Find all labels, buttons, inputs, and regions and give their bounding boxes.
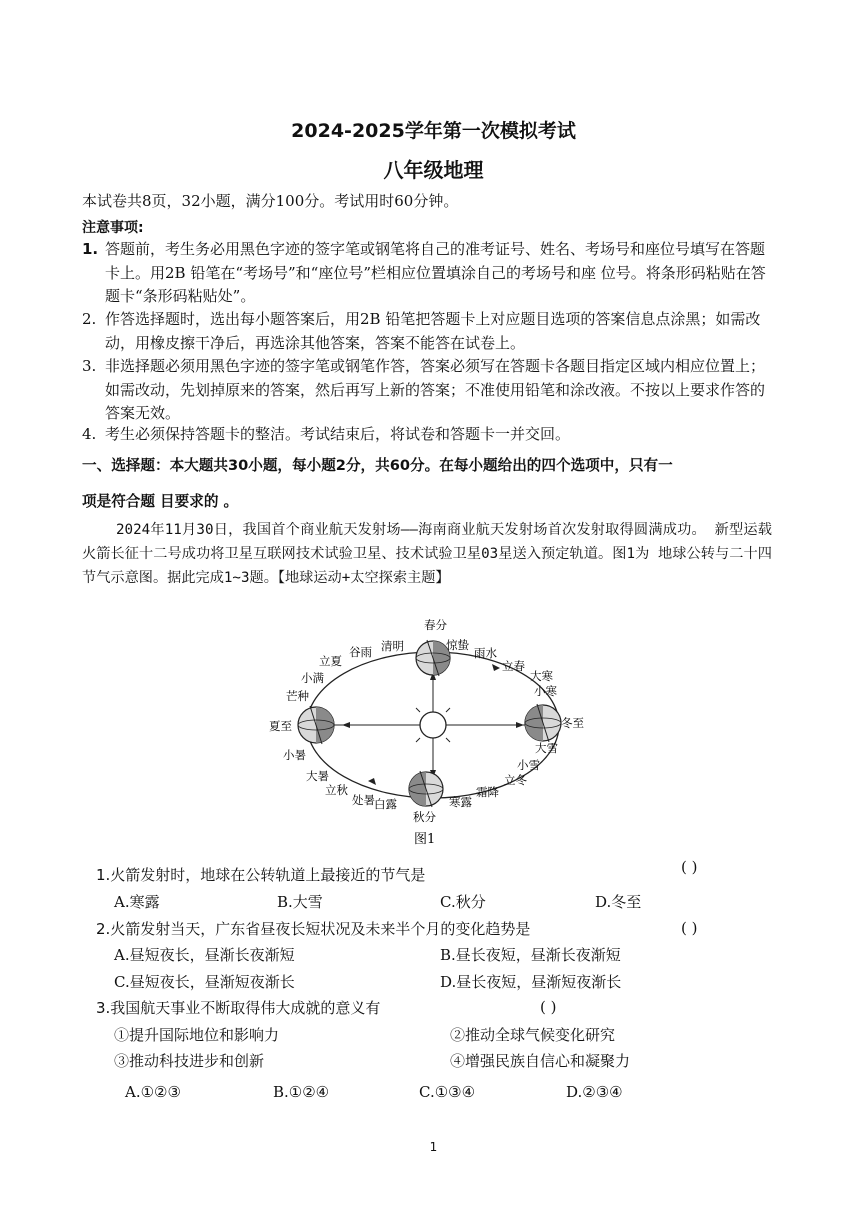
axis-arrow-icon bbox=[516, 722, 524, 728]
term-label: 春分 bbox=[424, 618, 447, 632]
answer-paren: ( ) bbox=[681, 858, 698, 876]
term-label: 立夏 bbox=[319, 654, 342, 668]
answer-paren: ( ) bbox=[540, 998, 557, 1016]
section-heading-line1: 一、选择题：本大题共30小题，每小题2分，共60分。在每小题给出的四个选项中，只有一 bbox=[82, 457, 673, 474]
notes-heading: 注意事项: bbox=[82, 220, 144, 236]
figure-caption: 图1 bbox=[414, 832, 436, 847]
term-label: 惊蛰 bbox=[446, 638, 469, 652]
note-text: 非选择题必须用黑色字迹的签字笔或钢笔作答，答案必须写在答题卡各题目指定区域内相应位置上；如需改动，先划掉原来的答案，然后再写上新的答案；不准使用铅笔和涂改液。不按以上要求作答的答案无效。 bbox=[105, 357, 766, 422]
question-3-stem: 3.我国航天事业不断取得伟大成就的意义有 bbox=[96, 999, 381, 1017]
note-text: 作答选择题时，选出每小题答案后，用2B 铅笔把答题卡上对应题目选项的答案信息点涂黑；如需改动，用橡皮擦干净后，再选涂其他答案，答案不能答在试卷上。 bbox=[105, 310, 761, 352]
note-item-1 bbox=[82, 238, 772, 309]
term-label: 秋分 bbox=[413, 810, 436, 824]
term-label: 处暑 bbox=[352, 793, 375, 807]
exam-title: 2024-2025学年第一次模拟考试 bbox=[291, 120, 576, 142]
exam-subtitle: 八年级地理 bbox=[383, 158, 484, 182]
question-1-stem: 1.火箭发射时，地球在公转轨道上最接近的节气是 bbox=[96, 866, 426, 884]
option-c: C.昼短夜长，昼渐短夜渐长 bbox=[114, 973, 295, 991]
term-label: 白露 bbox=[374, 797, 397, 811]
exam-intro: 本试卷共8页，32小题，满分100分。考试用时60分钟。 bbox=[82, 192, 459, 210]
option-c: C.①③④ bbox=[419, 1083, 476, 1101]
page-number: 1 bbox=[429, 1140, 438, 1154]
option-b: B.昼长夜短，昼渐长夜渐短 bbox=[440, 946, 621, 964]
note-number: 1. bbox=[82, 240, 99, 258]
statement-1: ①提升国际地位和影响力 bbox=[114, 1026, 280, 1044]
option-a: A.昼短夜长，昼渐长夜渐短 bbox=[114, 946, 295, 964]
note-number: 2. bbox=[82, 310, 97, 328]
earth-orbit-solar-terms-figure bbox=[264, 614, 604, 849]
option-c: C.秋分 bbox=[440, 893, 486, 911]
note-text: 考生必须保持答题卡的整洁。考试结束后，将试卷和答题卡一并交回。 bbox=[105, 425, 571, 443]
earth-globe-icon bbox=[409, 771, 443, 807]
note-item-3 bbox=[82, 355, 772, 426]
option-a: A.①②③ bbox=[125, 1083, 181, 1101]
option-d: D.②③④ bbox=[566, 1083, 623, 1101]
option-b: B.大雪 bbox=[277, 893, 323, 911]
note-item-2 bbox=[82, 308, 772, 355]
term-label: 大雪 bbox=[535, 741, 558, 755]
reading-passage: 2024年11月30日，我国首个商业航天发射场——海南商业航天发射场首次发射取得圆满成功。 新型运载火箭长征十二号成功将卫星互联网技术试验卫星、技术试验卫星03星送入预定轨道。图1为 地球公转与二十四节气示意图。据此完成1~3题。【地球运动+太空探索主题】 bbox=[82, 522, 772, 586]
term-label: 立冬 bbox=[504, 773, 527, 787]
option-d: D.冬至 bbox=[595, 893, 642, 911]
statement-3: ③推动科技进步和创新 bbox=[114, 1052, 265, 1070]
orbit-arrow-icon bbox=[492, 664, 500, 671]
term-label: 冬至 bbox=[561, 716, 584, 730]
term-label: 小暑 bbox=[283, 748, 306, 762]
term-label: 清明 bbox=[381, 639, 404, 653]
term-label: 大寒 bbox=[530, 669, 553, 683]
term-label: 雨水 bbox=[474, 646, 497, 660]
earth-globe-icon bbox=[525, 704, 561, 742]
axis-arrow-icon bbox=[342, 722, 350, 728]
earth-globe-icon bbox=[298, 706, 334, 744]
note-number: 3. bbox=[82, 357, 97, 375]
answer-paren: ( ) bbox=[681, 919, 698, 937]
question-2-stem: 2.火箭发射当天，广东省昼夜长短状况及未来半个月的变化趋势是 bbox=[96, 920, 531, 938]
note-number: 4. bbox=[82, 425, 97, 443]
term-label: 寒露 bbox=[449, 795, 472, 809]
section-heading-line2: 项是符合题 目要求的 。 bbox=[82, 493, 239, 510]
term-label: 霜降 bbox=[476, 785, 499, 799]
term-label: 立秋 bbox=[325, 783, 348, 797]
earth-globe-icon bbox=[416, 640, 450, 676]
term-label: 小满 bbox=[301, 671, 324, 685]
term-label: 立春 bbox=[502, 659, 525, 673]
note-text: 答题前，考生务必用黑色字迹的签字笔或钢笔将自己的准考证号、姓名、考场号和座位号填写在答题卡上。用2B 铅笔在“考场号”和“座位号”栏相应位置填涂自己的考场号和座 位号。将条形码粘贴在答题卡“条形码粘贴处”。 bbox=[105, 240, 766, 305]
term-label: 大暑 bbox=[306, 769, 329, 783]
statement-2: ②推动全球气候变化研究 bbox=[450, 1026, 616, 1044]
statement-4: ④增强民族自信心和凝聚力 bbox=[450, 1052, 631, 1070]
term-label: 芒种 bbox=[286, 689, 309, 703]
orbit-arrow-icon bbox=[368, 778, 376, 785]
term-label: 小寒 bbox=[534, 684, 557, 698]
term-label: 小雪 bbox=[517, 758, 540, 772]
term-label: 谷雨 bbox=[349, 645, 372, 659]
option-b: B.①②④ bbox=[273, 1083, 330, 1101]
option-d: D.昼长夜短，昼渐短夜渐长 bbox=[440, 973, 622, 991]
note-item-4 bbox=[82, 423, 772, 447]
term-label: 夏至 bbox=[269, 719, 292, 733]
option-a: A.寒露 bbox=[114, 893, 160, 911]
